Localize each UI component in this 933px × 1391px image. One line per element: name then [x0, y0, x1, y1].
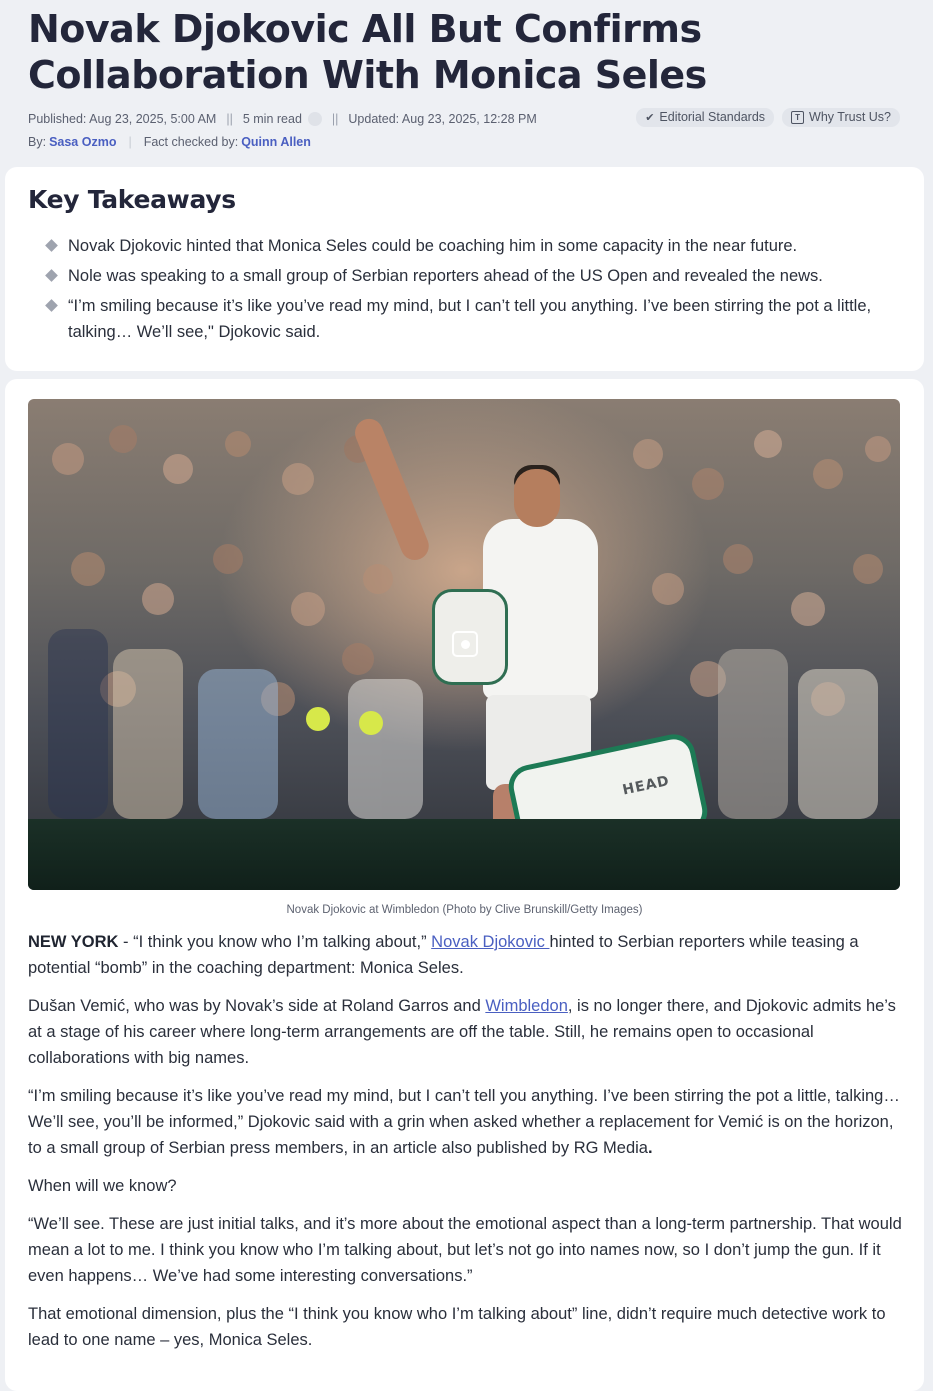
paragraph: That emotional dimension, plus the “I think you know who I’m talking about” line, didn’t require much detective work to lead to one name – yes, Monica Seles. — [28, 1305, 886, 1349]
dateline: NEW YORK — [28, 933, 119, 951]
byline — [28, 135, 905, 149]
paragraph — [28, 929, 903, 981]
article-title: Novak Djokovic All But Confirms Collaboration With Monica Seles — [28, 7, 707, 97]
meta-separator: || — [226, 112, 233, 126]
list-item — [28, 293, 898, 345]
key-takeaways-heading: Key Takeaways — [28, 185, 236, 214]
published-date: Published: Aug 23, 2025, 5:00 AM — [28, 112, 217, 126]
wimbledon-link[interactable]: Wimbledon — [485, 997, 568, 1015]
tennis-ball — [306, 707, 330, 731]
byline-divider: | — [128, 135, 132, 149]
updated-date: Updated: Aug 23, 2025, 12:28 PM — [348, 112, 537, 126]
meta-separator: || — [331, 112, 339, 126]
takeaway-text: Nole was speaking to a small group of Serbian reporters ahead of the US Open and revealed the news. — [68, 267, 823, 285]
paragraph-text: hinted to Serbian reporters while teasing a potential “bomb” in the coaching department: Monica Seles. — [28, 933, 859, 977]
list-item — [28, 233, 898, 259]
player-head — [514, 469, 560, 527]
paragraph — [28, 993, 903, 1071]
fact-check-label: Fact checked by: — [143, 135, 239, 149]
takeaways-list — [28, 233, 901, 345]
article-card — [5, 379, 924, 1391]
bullet-diamond-icon — [45, 269, 58, 282]
read-time: 5 min read — [242, 112, 302, 126]
key-takeaways-card — [5, 167, 924, 371]
fact-checker-link[interactable]: Quinn Allen — [241, 135, 311, 149]
paragraph-text: - “I think you know who I’m talking about,” — [118, 933, 432, 951]
tennis-ball — [359, 711, 383, 735]
takeaway-text: Novak Djokovic hinted that Monica Seles could be coaching him in some capacity in the near future. — [68, 237, 798, 255]
author-link[interactable]: Sasa Ozmo — [49, 135, 117, 149]
paragraph — [28, 1083, 903, 1161]
paragraph-text: . — [647, 1139, 653, 1157]
list-item — [28, 263, 898, 289]
bullet-diamond-icon — [45, 299, 58, 312]
image-focus-icon[interactable] — [452, 631, 478, 657]
photo-caption: Novak Djokovic at Wimbledon (Photo by Clive Brunskill/Getty Images) — [286, 904, 643, 916]
by-label: By: — [28, 135, 47, 149]
novak-djokovic-link[interactable]: Novak Djokovic — [431, 933, 550, 951]
paragraph: “We’ll see. These are just initial talks, and it’s more about the emotional aspect than a long-term partnership. That would mean a lot to me. I think you know who I’m talking about, but let’s not go into names now, so I don’t jump the gun. If it even happens… We’ve had some interesting conversations.” — [28, 1215, 902, 1285]
paragraph-text: , is no longer there, and Djokovic admits he’s at a stage of his career where long-term arrangements are off the table. Still, he remains open to occasional collaborations with big names. — [28, 997, 896, 1067]
why-trust-us-label: Why Trust Us? — [809, 110, 891, 124]
bullet-diamond-icon — [45, 239, 58, 252]
checkmark-icon: ✔ — [645, 111, 655, 124]
why-trust-us-button[interactable] — [782, 108, 900, 127]
takeaway-text: “I’m smiling because it’s like you’ve read my mind, but I can’t tell you anything. I’ve been stirring the pot a little, talking… We’ll see," Djokovic said. — [68, 297, 872, 341]
court-railing — [28, 819, 900, 890]
paragraph: When will we know? — [28, 1177, 177, 1195]
hero-photo[interactable] — [28, 399, 900, 890]
paragraph-text: Dušan Vemić, who was by Novak’s side at Roland Garros and — [28, 997, 486, 1015]
trust-badges — [636, 108, 900, 127]
bag-brand-text: HEAD — [621, 772, 672, 799]
article-header — [0, 0, 933, 166]
editorial-standards-label: Editorial Standards — [659, 110, 766, 124]
article-body — [28, 929, 903, 1353]
paragraph-text: “I’m smiling because it’s like you’ve read my mind, but I can’t tell you anything. I’ve been stirring the pot a little, talking… We’ll see, you’ll be informed,” Djokovic said with a grin when asked whether a replacement for Vemić is on the horizon, to a small group of Serbian press members, in an article also published by RG Media — [28, 1087, 900, 1157]
editorial-standards-button[interactable] — [636, 108, 774, 127]
info-icon[interactable] — [308, 112, 322, 126]
trust-shield-icon: T — [791, 111, 804, 124]
